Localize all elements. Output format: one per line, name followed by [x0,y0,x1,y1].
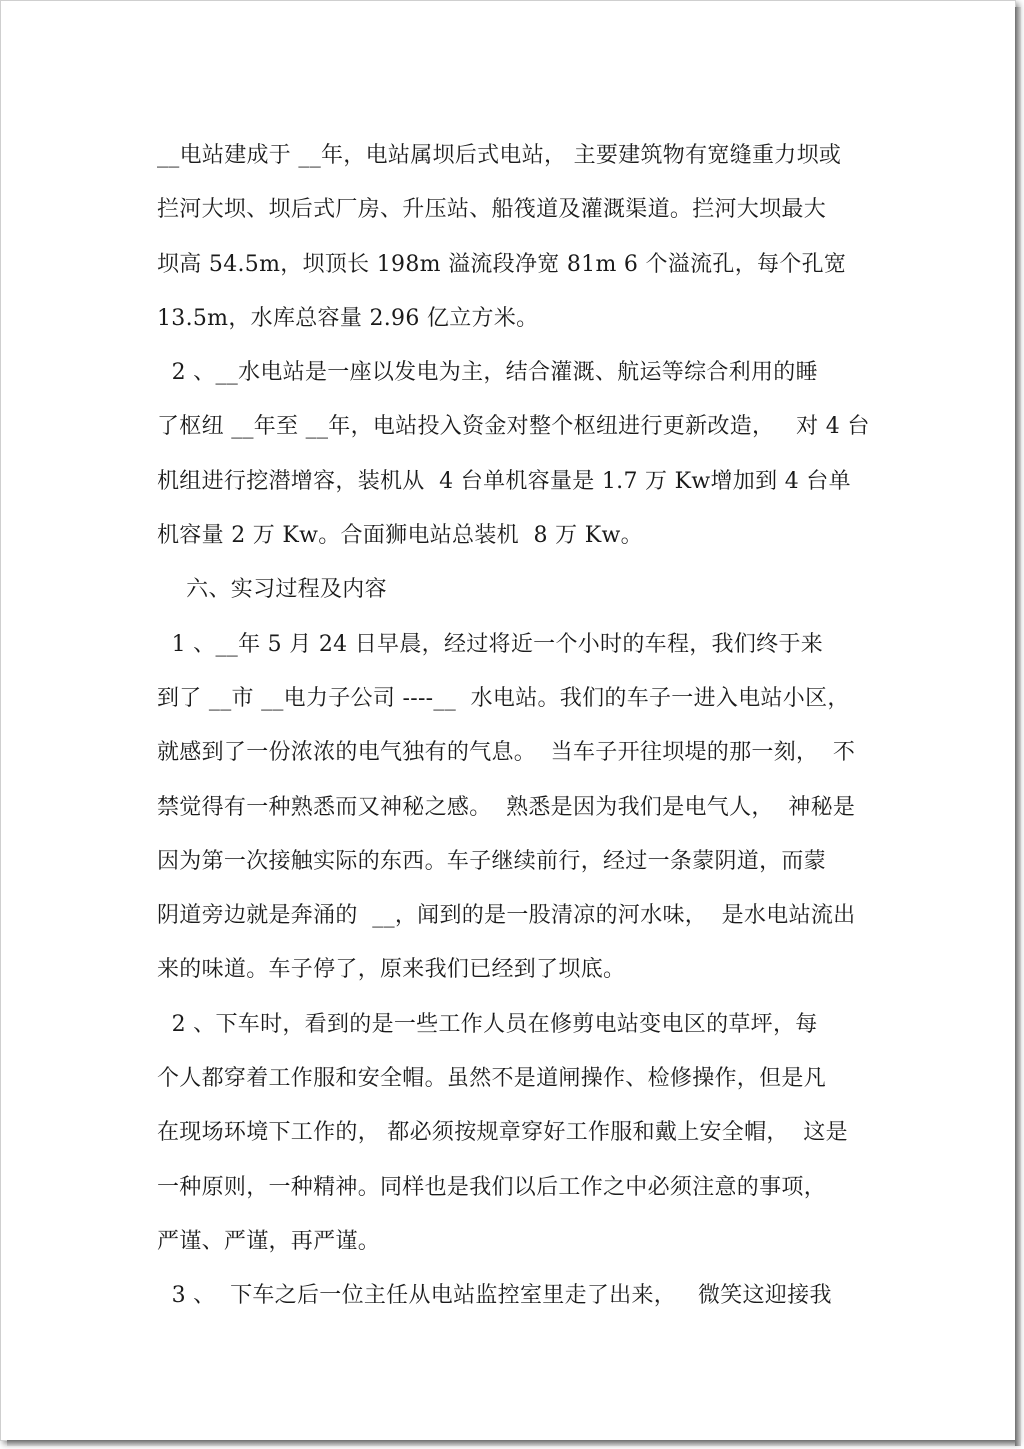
text-line: 2 、__水电站是一座以发电为主，结合灌溉、航运等综合利用的睡 [157,360,818,386]
text-line: 严谨、严谨，再严谨。 [157,1228,381,1254]
section-heading: 六、实习过程及内容 [157,577,387,603]
text-line: 坝高 54.5m，坝顶长 198m 溢流段净宽 81m 6 个溢流孔，每个孔宽 [157,251,847,277]
text-line: 个人都穿着工作服和安全帽。虽然不是道闸操作、检修操作，但是凡 [157,1066,827,1092]
text-line: 在现场环境下工作的， 都必须按规章穿好工作服和戴上安全帽， 这是 [157,1120,848,1146]
text-line: 因为第一次接触实际的东西。车子继续前行，经过一条蒙阴道，而蒙 [157,848,827,874]
text-line: 到了 __市 __电力子公司 ----__ 水电站。我们的车子一进入电站小区， [157,685,850,711]
text-line: 了枢纽 __年至 __年，电站投入资金对整个枢纽进行更新改造， 对 4 台 [157,414,870,440]
text-line: 阴道旁边就是奔涌的 __，闻到的是一股清凉的河水味， 是水电站流出 [157,903,856,929]
document-body [157,129,877,1324]
text-line: 禁觉得有一种熟悉而又神秘之感。 熟悉是因为我们是电气人， 神秘是 [157,794,856,820]
text-line: 1 、__年 5 月 24 日早晨，经过将近一个小时的车程，我们终于来 [157,631,824,657]
text-line: 3 、 下车之后一位主任从电站监控室里走了出来， 微笑这迎接我 [157,1283,832,1309]
text-line: __电站建成于 __年，电站属坝后式电站， 主要建筑物有宽缝重力坝或 [157,143,842,168]
text-line: 机容量 2 万 Kw。合面狮电站总装机 8 万 Kw。 [157,523,643,549]
text-line: 拦河大坝、坝后式厂房、升压站、船筏道及灌溉渠道。拦河大坝最大 [157,197,827,223]
text-line: 2 、下车时，看到的是一些工作人员在修剪电站变电区的草坪，每 [157,1011,818,1037]
text-line: 13.5m，水库总容量 2.96 亿立方米。 [157,305,539,331]
text-line: 机组进行挖潜增容，装机从 4 台单机容量是 1.7 万 Kw增加到 4 台单 [157,468,851,494]
text-line: 一种原则，一种精神。同样也是我们以后工作之中必须注意的事项， [157,1174,827,1200]
text-line: 就感到了一份浓浓的电气独有的气息。 当车子开往坝堤的那一刻， 不 [157,740,856,766]
text-line: 来的味道。车子停了，原来我们已经到了坝底。 [157,957,626,983]
